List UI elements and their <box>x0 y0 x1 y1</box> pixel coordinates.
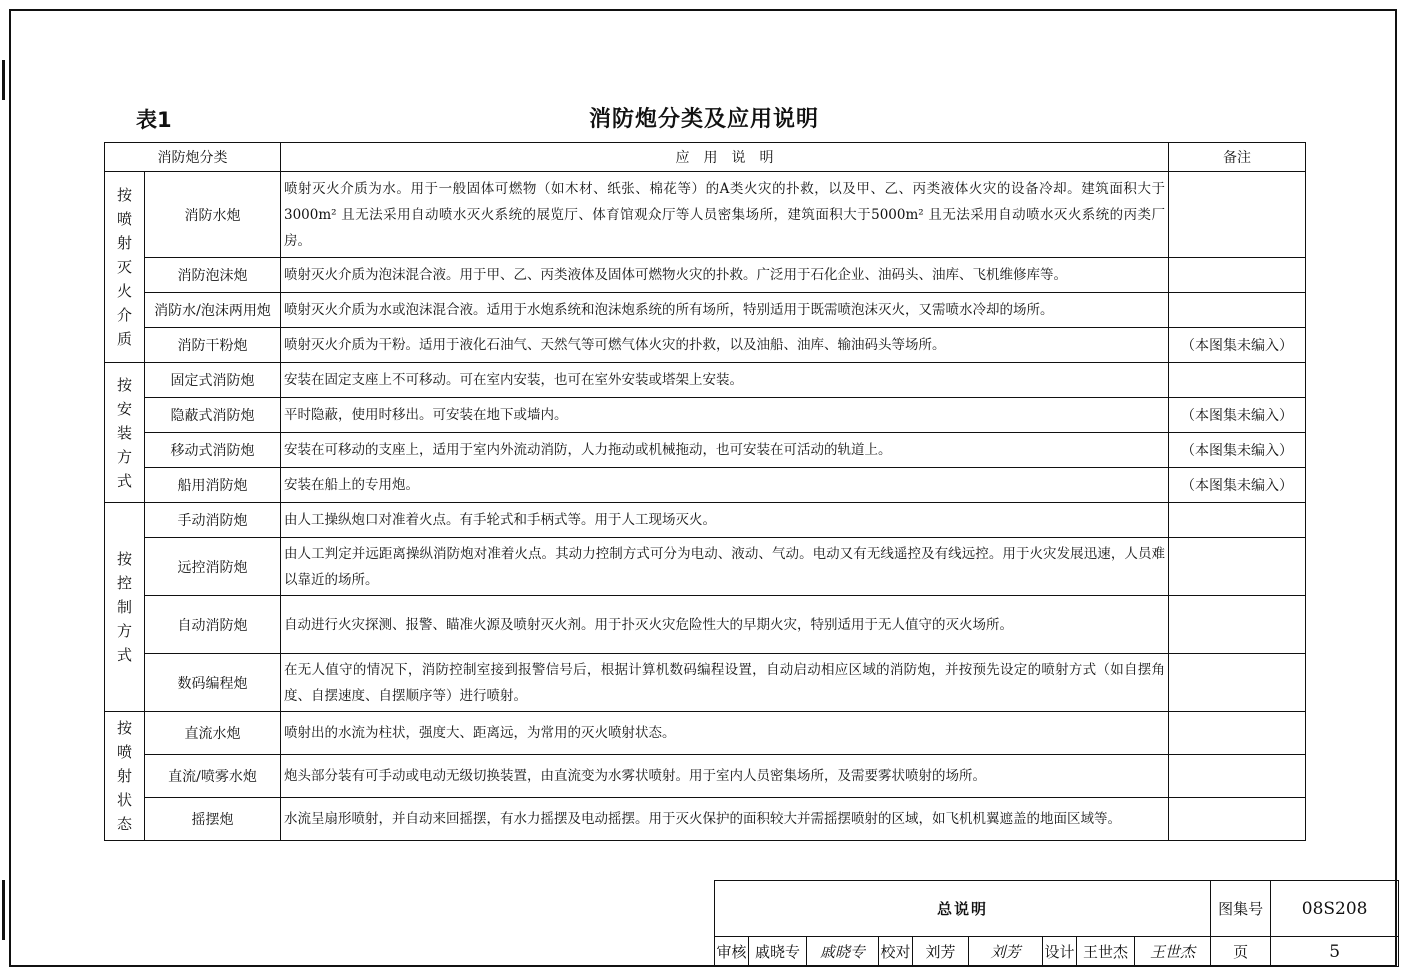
cannon-type: 摇摆炮 <box>145 798 281 841</box>
application-description: 喷射灭火介质为泡沫混合液。用于甲、乙、丙类液体及固体可燃物火灾的扑救。广泛用于石化企业、油码头、油库、飞机维修库等。 <box>281 258 1169 293</box>
note-cell <box>1169 654 1306 712</box>
category-char: 装 <box>116 423 132 442</box>
checker-name: 刘芳 <box>913 937 969 967</box>
category-char: 状 <box>116 791 132 809</box>
category-char: 式 <box>116 471 132 490</box>
cannon-type: 消防水炮 <box>145 172 281 258</box>
note-cell <box>1169 798 1306 841</box>
cannon-type: 远控消防炮 <box>145 538 281 596</box>
category-char: 按 <box>116 719 132 737</box>
table-row <box>105 398 1306 433</box>
category-char: 方 <box>116 447 132 466</box>
reviewer-name: 戚晓专 <box>749 937 807 967</box>
category-group <box>105 503 145 712</box>
classification-table <box>104 142 1306 841</box>
header-category: 消防炮分类 <box>105 143 281 172</box>
note-cell: （本图集未编入） <box>1169 398 1306 433</box>
table-label: 表1 <box>136 108 172 132</box>
note-cell <box>1169 258 1306 293</box>
table-row <box>105 755 1306 798</box>
table-row <box>105 798 1306 841</box>
table-title: 消防炮分类及应用说明 <box>588 107 819 132</box>
application-description: 自动进行火灾探测、报警、瞄准火源及喷射灭火剂。用于扑灭火灾危险性大的早期火灾，特别适用于无人值守的灭火场所。 <box>281 596 1169 654</box>
application-description: 水流呈扇形喷射，并自动来回摇摆，有水力摇摆及电动摇摆。用于灭火保护的面积较大并需摇摆喷射的区域，如飞机机翼遮盖的地面区域等。 <box>281 798 1169 841</box>
category-char: 按 <box>116 375 132 394</box>
table-header-row <box>105 143 1306 172</box>
note-cell <box>1169 538 1306 596</box>
category-group <box>105 712 145 841</box>
table-row <box>105 654 1306 712</box>
cannon-type: 船用消防炮 <box>145 468 281 503</box>
note-cell: （本图集未编入） <box>1169 468 1306 503</box>
designer-signature: 王世杰 <box>1135 937 1211 967</box>
application-description: 喷射灭火介质为水或泡沫混合液。适用于水炮系统和泡沫炮系统的所有场所，特别适用于既需喷泡沫灭火，又需喷水冷却的场所。 <box>281 293 1169 328</box>
check-label: 校对 <box>879 937 913 967</box>
application-description: 安装在船上的专用炮。 <box>281 468 1169 503</box>
cannon-type: 消防干粉炮 <box>145 328 281 363</box>
cannon-type: 消防水/泡沫两用炮 <box>145 293 281 328</box>
application-description: 喷射灭火介质为干粉。适用于液化石油气、天然气等可燃气体火灾的扑救，以及油船、油库、输油码头等场所。 <box>281 328 1169 363</box>
table-row <box>105 172 1306 258</box>
design-label: 设计 <box>1043 937 1077 967</box>
reviewer-signature: 戚晓专 <box>807 937 879 967</box>
checker-signature: 刘芳 <box>969 937 1043 967</box>
category-char: 式 <box>116 646 132 664</box>
table-row <box>105 293 1306 328</box>
designer-name: 王世杰 <box>1077 937 1135 967</box>
drawing-title: 总说明 <box>715 881 1211 937</box>
application-description: 在无人值守的情况下，消防控制室接到报警信号后，根据计算机数码编程设置，自动启动相应区域的消防炮，并按预先设定的喷射方式（如自摆角度、自摆速度、自摆顺序等）进行喷射。 <box>281 654 1169 712</box>
application-description: 安装在可移动的支座上，适用于室内外流动消防，人力拖动或机械拖动，也可安装在可活动的轨道上。 <box>281 433 1169 468</box>
page-number: 5 <box>1271 937 1399 967</box>
application-description: 喷射灭火介质为水。用于一般固体可燃物（如木材、纸张、棉花等）的A类火灾的扑救，以及甲、乙、丙类液体火灾的设备冷却。建筑面积大于3000m² 且无法采用自动喷水灭火系统的展览厅、体育馆观众厅等人员密集场所，建筑面积大于5000m² 且无法采用自动喷水灭火系统的丙类厂房。 <box>281 172 1169 258</box>
category-group <box>105 172 145 363</box>
atlas-label: 图集号 <box>1211 881 1271 937</box>
cannon-type: 移动式消防炮 <box>145 433 281 468</box>
cannon-type: 隐蔽式消防炮 <box>145 398 281 433</box>
application-description: 由人工操纵炮口对准着火点。有手轮式和手柄式等。用于人工现场灭火。 <box>281 503 1169 538</box>
category-char: 态 <box>116 815 132 833</box>
note-cell: （本图集未编入） <box>1169 328 1306 363</box>
category-char: 方 <box>116 622 132 640</box>
note-cell <box>1169 363 1306 398</box>
application-description: 由人工判定并远距离操纵消防炮对准着火点。其动力控制方式可分为电动、液动、气动。电动又有无线遥控及有线远控。用于火灾发展迅速，人员难以靠近的场所。 <box>281 538 1169 596</box>
header-description: 应 用 说 明 <box>281 143 1169 172</box>
note-cell <box>1169 755 1306 798</box>
category-char: 安 <box>116 399 132 418</box>
cannon-type: 消防泡沫炮 <box>145 258 281 293</box>
table-row <box>105 328 1306 363</box>
category-char: 射 <box>116 767 132 785</box>
note-cell <box>1169 712 1306 755</box>
category-group <box>105 363 145 503</box>
note-cell <box>1169 503 1306 538</box>
category-char: 灭 <box>116 258 132 276</box>
table-row <box>105 433 1306 468</box>
binding-mark <box>2 60 5 100</box>
atlas-number: 08S208 <box>1271 881 1399 937</box>
category-char: 喷 <box>116 210 132 228</box>
application-description: 平时隐蔽，使用时移出。可安装在地下或墙内。 <box>281 398 1169 433</box>
note-cell <box>1169 596 1306 654</box>
table-row <box>105 503 1306 538</box>
category-char: 按 <box>116 186 132 204</box>
note-cell: （本图集未编入） <box>1169 433 1306 468</box>
review-label: 审核 <box>715 937 749 967</box>
category-char: 质 <box>116 330 132 348</box>
cannon-type: 数码编程炮 <box>145 654 281 712</box>
table-row <box>105 712 1306 755</box>
note-cell <box>1169 172 1306 258</box>
category-char: 控 <box>116 574 132 592</box>
category-char: 制 <box>116 598 132 616</box>
title-block <box>714 880 1399 967</box>
table-row <box>105 258 1306 293</box>
cannon-type: 手动消防炮 <box>145 503 281 538</box>
page-label: 页 <box>1211 937 1271 967</box>
table-row <box>105 468 1306 503</box>
category-char: 火 <box>116 282 132 300</box>
application-description: 喷射出的水流为柱状，强度大、距离远，为常用的灭火喷射状态。 <box>281 712 1169 755</box>
cannon-type: 直流/喷雾水炮 <box>145 755 281 798</box>
table-row <box>105 538 1306 596</box>
table-row <box>105 363 1306 398</box>
table-body <box>105 172 1306 841</box>
category-char: 按 <box>116 550 132 568</box>
note-cell <box>1169 293 1306 328</box>
cannon-type: 自动消防炮 <box>145 596 281 654</box>
cannon-type: 直流水炮 <box>145 712 281 755</box>
binding-mark-lower <box>2 880 5 940</box>
application-description: 炮头部分装有可手动或电动无级切换装置，由直流变为水雾状喷射。用于室内人员密集场所，及需要雾状喷射的场所。 <box>281 755 1169 798</box>
application-description: 安装在固定支座上不可移动。可在室内安装，也可在室外安装或塔架上安装。 <box>281 363 1169 398</box>
cannon-type: 固定式消防炮 <box>145 363 281 398</box>
category-char: 喷 <box>116 743 132 761</box>
category-char: 射 <box>116 234 132 252</box>
category-char: 介 <box>116 306 132 324</box>
header-note: 备注 <box>1169 143 1306 172</box>
table-row <box>105 596 1306 654</box>
